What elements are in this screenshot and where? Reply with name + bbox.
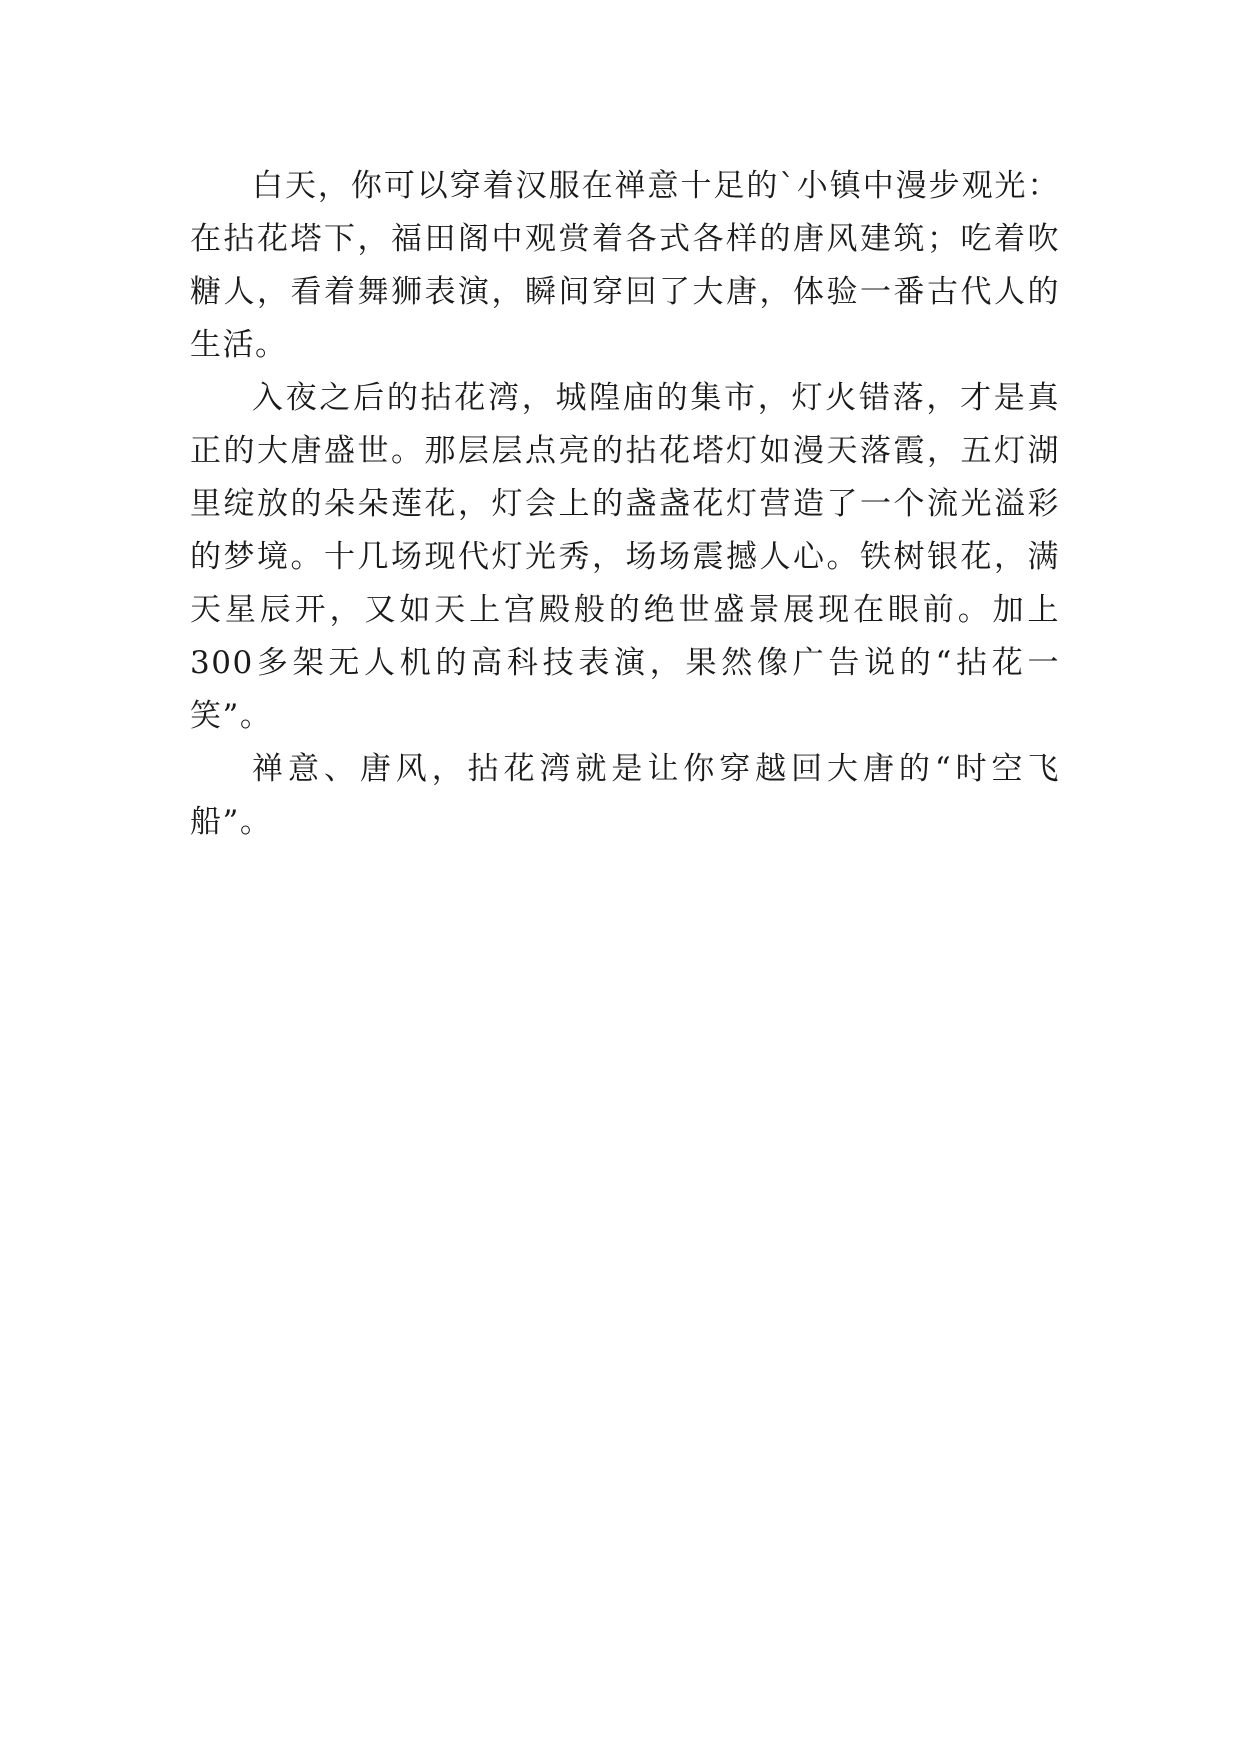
document-body (190, 160, 1060, 849)
paragraph-daytime: 白天，你可以穿着汉服在禅意十足的`小镇中漫步观光：在拈花塔下，福田阁中观赏着各式各样的唐风建筑；吃着吹糖人，看着舞狮表演，瞬间穿回了大唐，体验一番古代人的生活。 (190, 168, 1060, 363)
paragraph-conclusion: 禅意、唐风，拈花湾就是让你穿越回大唐的“时空飞船”。 (190, 751, 1060, 840)
paragraph-night: 入夜之后的拈花湾，城隍庙的集市，灯火错落，才是真正的大唐盛世。那层层点亮的拈花塔灯如漫天落霞，五灯湖里绽放的朵朵莲花，灯会上的盏盏花灯营造了一个流光溢彩的梦境。十几场现代灯光秀，场场震撼人心。铁树银花，满天星辰开，又如天上宫殿般的绝世盛景展现在眼前。加上300多架无人机的高科技表演，果然像广告说的“拈花一笑”。 (190, 380, 1060, 734)
